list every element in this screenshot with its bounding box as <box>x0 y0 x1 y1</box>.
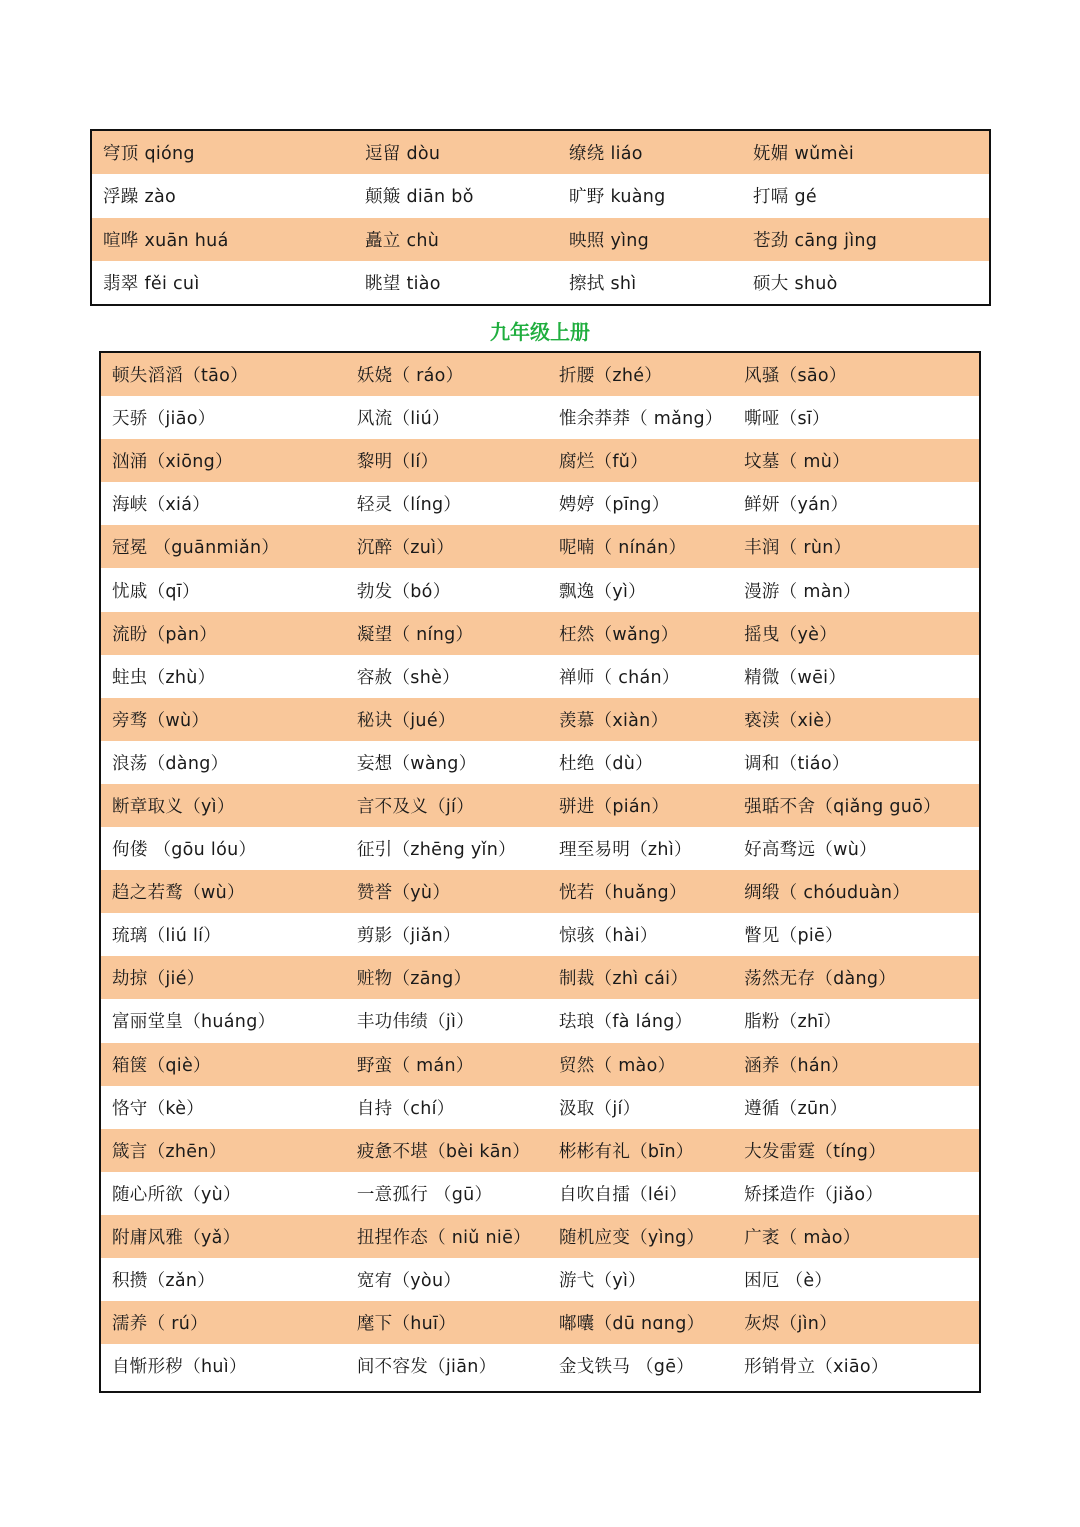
table-row <box>101 612 979 655</box>
vocab-cell: 娉婷（pīng） <box>558 495 670 516</box>
vocab-cell: 坟墓（ mù） <box>744 452 850 473</box>
vocab-cell: 矫揉造作（jiǎo） <box>744 1184 884 1205</box>
vocab-cell: 遵循（zūn） <box>744 1098 848 1119</box>
vocab-cell: 漫游（ màn） <box>744 581 861 602</box>
vocab-cell: 流盼（pàn） <box>112 624 218 645</box>
vocab-cell: 间不容发（jiān） <box>356 1357 497 1378</box>
vocab-cell: 言不及义（jí） <box>356 796 474 817</box>
vocab-cell: 趋之若鹜（wù） <box>112 883 245 904</box>
table-row <box>101 439 979 482</box>
vocab-cell: 颠簸 diān bǒ <box>365 187 474 208</box>
vocab-cell: 劫掠（jié） <box>112 969 205 990</box>
vocab-cell: 自持（chí） <box>356 1098 455 1119</box>
vocab-cell: 矗立 chù <box>365 230 440 251</box>
vocab-cell: 随机应变（yìng） <box>558 1227 705 1248</box>
table-row <box>101 784 979 827</box>
table-row <box>92 174 989 217</box>
vocab-cell: 赞誉（yù） <box>356 883 451 904</box>
table-row <box>101 741 979 784</box>
vocab-cell: 蛀虫（zhù） <box>112 667 216 688</box>
vocab-cell: 汹涌（xiōng） <box>112 452 233 473</box>
vocab-cell: 广袤（ mào） <box>744 1227 861 1248</box>
vocab-cell: 富丽堂皇（huáng） <box>112 1012 276 1033</box>
vocab-cell: 彬彬有礼（bīn） <box>558 1141 694 1162</box>
vocab-cell: 摇曳（yè） <box>744 624 838 645</box>
table-row <box>101 568 979 611</box>
vocab-cell: 疲惫不堪（bèi kān） <box>356 1141 531 1162</box>
vocab-cell: 亵渎（xiè） <box>744 710 843 731</box>
vocab-cell: 佝偻 （gōu lóu） <box>112 840 257 861</box>
vocab-cell: 鲜妍（yán） <box>744 495 849 516</box>
table-row <box>101 1344 979 1387</box>
vocab-cell: 绸缎（ chóuduàn） <box>744 883 911 904</box>
vocab-cell: 断章取义（yì） <box>112 796 235 817</box>
vocab-cell: 珐琅（fà láng） <box>558 1012 693 1033</box>
vocab-cell: 杜绝（dù） <box>558 753 653 774</box>
vocab-cell: 恪守（kè） <box>112 1098 205 1119</box>
vocab-cell: 强聒不舍（qiǎng guō） <box>744 796 941 817</box>
vocab-cell: 打嗝 gé <box>753 187 817 208</box>
vocab-cell: 映照 yìng <box>569 230 650 251</box>
table-row <box>101 396 979 439</box>
vocab-cell: 冠冕 （guānmiǎn） <box>112 538 280 559</box>
vocab-cell: 容赦（shè） <box>356 667 460 688</box>
table-row <box>92 131 989 174</box>
vocab-cell: 惊骇（hài） <box>558 926 658 947</box>
table-row <box>101 698 979 741</box>
vocab-cell: 风流（liú） <box>356 409 450 430</box>
vocab-cell: 嘟囔（dū nɑng） <box>558 1314 705 1335</box>
vocab-cell: 征引（zhēng yǐn） <box>356 840 516 861</box>
vocab-cell: 赃物（zāng） <box>356 969 472 990</box>
vocab-cell: 金戈铁马 （gē） <box>558 1357 695 1378</box>
vocab-cell: 腐烂（fǔ） <box>558 452 648 473</box>
vocab-cell: 缭绕 liáo <box>569 144 643 165</box>
table-row <box>101 827 979 870</box>
table-row <box>92 218 989 261</box>
vocab-cell: 麾下（huī） <box>356 1314 457 1335</box>
vocab-cell: 嘶哑（sī） <box>744 409 830 430</box>
vocab-cell: 贸然（ mào） <box>558 1055 676 1076</box>
vocab-cell: 灰烬（jìn） <box>744 1314 837 1335</box>
vocab-cell: 汲取（jí） <box>558 1098 641 1119</box>
vocab-cell: 忧戚（qī） <box>112 581 200 602</box>
table-row <box>101 482 979 525</box>
vocab-cell: 大发雷霆（tíng） <box>744 1141 887 1162</box>
vocab-cell: 恍若（huǎng） <box>558 883 687 904</box>
vocab-table-grade9-vol1 <box>99 351 981 1393</box>
table-row <box>101 913 979 956</box>
vocab-cell: 随心所欲（yù） <box>112 1184 241 1205</box>
vocab-cell: 箴言（zhēn） <box>112 1141 227 1162</box>
table-row <box>101 1258 979 1301</box>
vocab-cell: 喧哗 xuān huá <box>103 230 229 251</box>
vocab-cell: 一意孤行 （gū） <box>356 1184 493 1205</box>
vocab-cell: 天骄（jiāo） <box>112 409 216 430</box>
vocab-cell: 沉醉（zuì） <box>356 538 455 559</box>
table-row <box>101 1215 979 1258</box>
table-row <box>101 1129 979 1172</box>
vocab-cell: 擦拭 shì <box>569 273 637 294</box>
vocab-cell: 好高骛远（wù） <box>744 840 877 861</box>
vocab-cell: 宽宥（yòu） <box>356 1271 462 1292</box>
vocab-cell: 骈进（pián） <box>558 796 670 817</box>
vocab-cell: 自吹自擂（léi） <box>558 1184 688 1205</box>
table-row <box>92 261 989 304</box>
vocab-cell: 旷野 kuàng <box>569 187 666 208</box>
vocab-cell: 附庸风雅（yǎ） <box>112 1227 241 1248</box>
vocab-cell: 困厄 （è） <box>744 1271 833 1292</box>
vocab-cell: 羡慕（xiàn） <box>558 710 669 731</box>
vocab-cell: 翡翠 fěi cuì <box>103 273 200 294</box>
vocab-cell: 硕大 shuò <box>753 273 838 294</box>
vocab-cell: 丰功伟绩（jì） <box>356 1012 474 1033</box>
vocab-table-top <box>90 129 991 306</box>
vocab-cell: 呢喃（ nínán） <box>558 538 687 559</box>
vocab-cell: 精微（wēi） <box>744 667 847 688</box>
vocab-cell: 濡养（ rú） <box>112 1314 208 1335</box>
vocab-cell: 涵养（hán） <box>744 1055 850 1076</box>
vocab-cell: 顿失滔滔（tāo） <box>112 366 248 387</box>
vocab-cell: 穹顶 qióng <box>103 144 195 165</box>
table-row <box>101 1043 979 1086</box>
vocab-cell: 勃发（bó） <box>356 581 451 602</box>
vocab-cell: 妩媚 wǔmèi <box>753 144 855 165</box>
vocab-cell: 自惭形秽（huì） <box>112 1357 247 1378</box>
table-row <box>101 956 979 999</box>
section-title: 九年级上册 <box>490 320 590 344</box>
vocab-cell: 折腰（zhé） <box>558 366 663 387</box>
vocab-cell: 扭捏作态（ niǔ niē） <box>356 1227 531 1248</box>
table-row <box>101 525 979 568</box>
vocab-cell: 积攒（zǎn） <box>112 1271 216 1292</box>
vocab-cell: 禅师（ chán） <box>558 667 680 688</box>
vocab-cell: 箱箧（qiè） <box>112 1055 211 1076</box>
table-row <box>101 353 979 396</box>
vocab-cell: 妖娆（ ráo） <box>356 366 464 387</box>
vocab-cell: 黎明（lí） <box>356 452 439 473</box>
vocab-cell: 调和（tiáo） <box>744 753 850 774</box>
vocab-cell: 海峡（xiá） <box>112 495 211 516</box>
vocab-cell: 飘逸（yì） <box>558 581 646 602</box>
table-row <box>101 999 979 1042</box>
vocab-cell: 脂粉（zhī） <box>744 1012 842 1033</box>
vocab-cell: 荡然无存（dàng） <box>744 969 897 990</box>
vocab-cell: 苍劲 cāng jìng <box>753 230 878 251</box>
vocab-cell: 惟余莽莽（ mǎng） <box>558 409 723 430</box>
vocab-cell: 浮躁 zào <box>103 187 176 208</box>
vocab-cell: 制裁（zhì cái） <box>558 969 689 990</box>
vocab-cell: 剪影（jiǎn） <box>356 926 461 947</box>
table-row <box>101 1172 979 1215</box>
vocab-cell: 轻灵（líng） <box>356 495 462 516</box>
table-row <box>101 655 979 698</box>
vocab-cell: 瞥见（piē） <box>744 926 843 947</box>
vocab-cell: 眺望 tiào <box>365 273 441 294</box>
vocab-cell: 理至易明（zhì） <box>558 840 692 861</box>
vocab-cell: 妄想（wàng） <box>356 753 477 774</box>
vocab-cell: 浪荡（dàng） <box>112 753 229 774</box>
vocab-cell: 丰润（ rùn） <box>744 538 852 559</box>
vocab-cell: 游弋（yì） <box>558 1271 646 1292</box>
vocab-cell: 逗留 dòu <box>365 144 441 165</box>
vocab-cell: 秘诀（jué） <box>356 710 456 731</box>
vocab-cell: 枉然（wǎng） <box>558 624 679 645</box>
vocab-cell: 形销骨立（xiāo） <box>744 1357 889 1378</box>
vocab-cell: 凝望（ níng） <box>356 624 474 645</box>
table-row <box>101 870 979 913</box>
table-row <box>101 1086 979 1129</box>
vocab-cell: 旁骛（wù） <box>112 710 210 731</box>
vocab-cell: 琉璃（liú lí） <box>112 926 222 947</box>
table-row <box>101 1301 979 1344</box>
vocab-cell: 野蛮（ mán） <box>356 1055 474 1076</box>
vocab-cell: 风骚（sāo） <box>744 366 847 387</box>
